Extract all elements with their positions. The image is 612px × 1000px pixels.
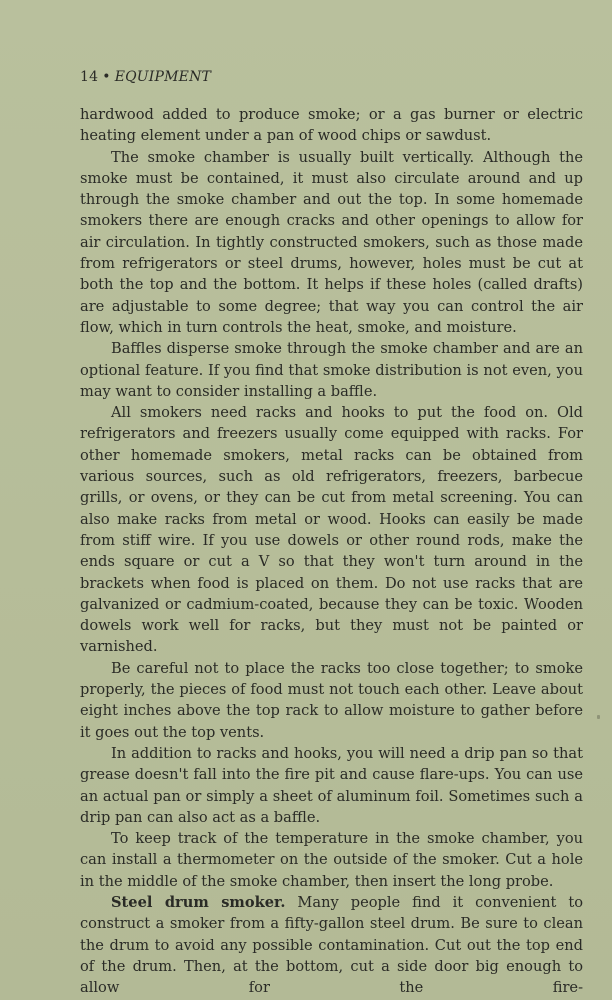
paper-speck xyxy=(597,715,600,719)
paragraph-continuation: hardwood added to produce smoke; or a gas burner or electric heating element under a pan of wood chips or sawdust. xyxy=(80,106,583,145)
paragraph-thermometer: To keep track of the temperature in the smoke chamber, you can install a thermometer on the outside of the smoker. Cut a hole in the middle of the smoke chamber, then insert the long probe. xyxy=(80,830,583,890)
paragraph-drip-pan: In addition to racks and hooks, you will need a drip pan so that grease doesn't fall into the fire pit and cause flare-ups. You can use an actual pan or simply a sheet of aluminum foil. Sometimes such a drip pan can also act as a baffle. xyxy=(80,744,583,826)
section-title: EQUIPMENT xyxy=(114,69,212,85)
paragraph-smoke-chamber: The smoke chamber is usually built vertically. Although the smoke must be contained, it must also circulate around and up through the smoke chamber and out the top. In some homemade smokers there are enough cracks and other openings to allow for air circulation. In tightly constructed smokers, such as those made from refrigerators or steel drums, however, holes must be cut at both the top and the bottom. It helps if these holes (called drafts) are adjustable to some degree; that way you can control the air flow, which in turn controls the heat, smoke, and moisture. xyxy=(80,148,583,336)
running-header xyxy=(80,66,211,88)
paragraph-steel-drum-text: Many people find it convenient to construct a smoker from a fifty-gallon steel drum. Be sure to clean the drum to avoid any possible contamination. Cut out the top end of the drum. Then, at the bottom, cut a side door big enough to allow for the fire- xyxy=(80,893,583,997)
paragraph-racks-hooks: All smokers need racks and hooks to put the food on. Old refrigerators and freezers usually come equipped with racks. For other homemade smokers, metal racks can be obtained from various sources, such as old refrigerators, freezers, barbecue grills, or ovens, or they can be cut from metal screening. You can also make racks from metal or wood. Hooks can easily be made from stiff wire. If you use dowels or other round rods, make the ends square or cut a V so that they won't turn around in the brackets when food is placed on them. Do not use racks that are galvanized or cadmium-coated, because they can be toxic. Wooden dowels work well for racks, but they must not be painted or varnished. xyxy=(80,404,583,656)
body-text xyxy=(80,104,583,998)
subheading-steel-drum-smoker: Steel drum smoker. xyxy=(111,893,286,911)
header-separator: • xyxy=(102,69,111,85)
paragraph-baffles: Baffles disperse smoke through the smoke chamber and are an optional feature. If you find that smoke distribution is not even, you may want to consider installing a baffle. xyxy=(80,340,583,400)
page-number: 14 xyxy=(80,69,99,85)
paragraph-rack-spacing: Be careful not to place the racks too close together; to smoke properly, the pieces of food must not touch each other. Leave about eight inches above the top rack to allow moisture to gather before it goes out the top vents. xyxy=(80,659,583,741)
paragraph-steel-drum xyxy=(80,892,583,998)
